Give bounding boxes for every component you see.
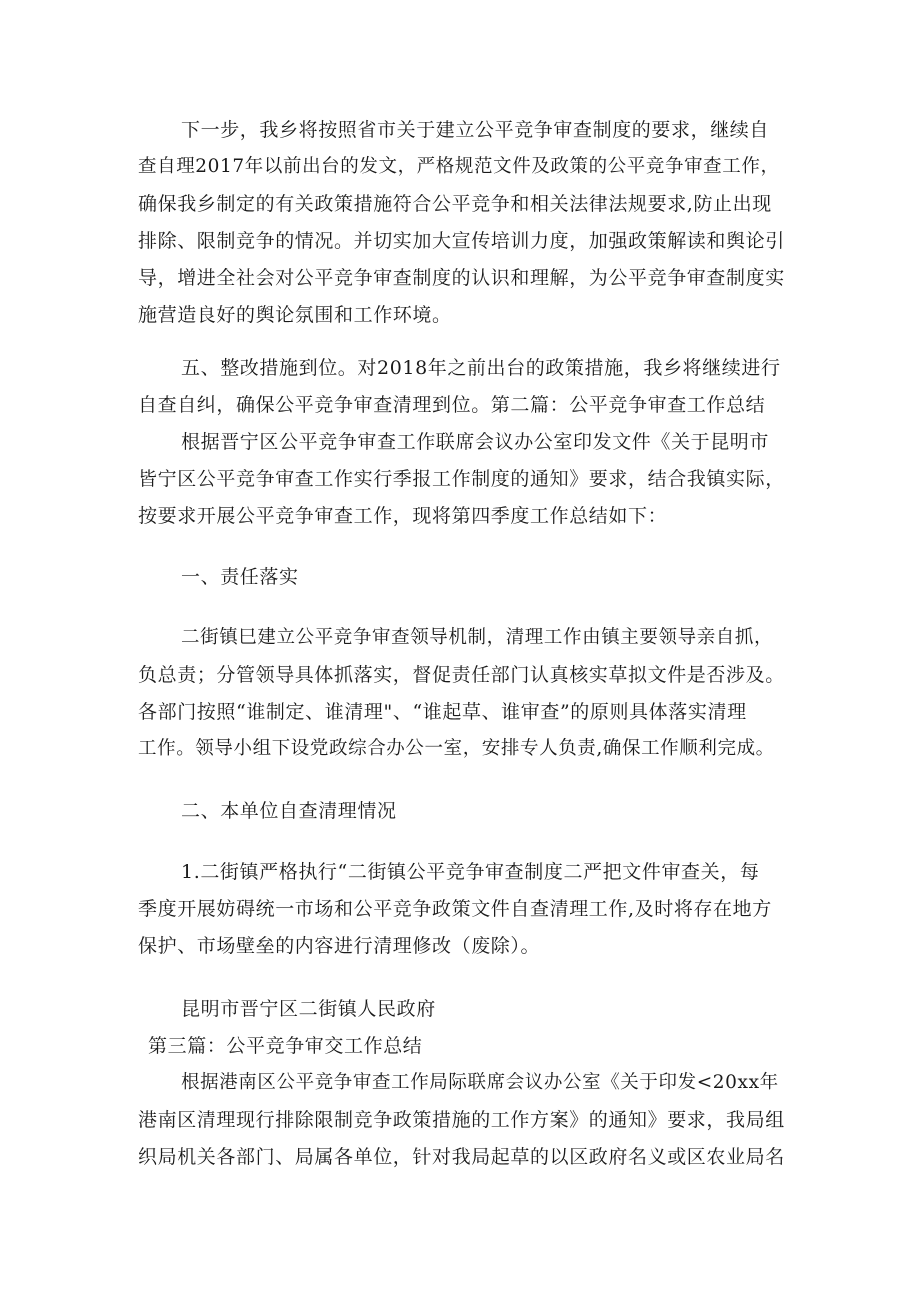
text-line: 五、整改措施到位。对2018年之前出台的政策措施，我乡将继续进行 (181, 357, 781, 379)
text-line: 施营造良好的舆论氛围和工作环境。 (138, 304, 452, 326)
text-line: 导，增进全社会对公平竞争审查制度的认识和理解，为公平竞争审查制度实 (138, 267, 785, 289)
text-line: 负总责；分管领导具体抓落实，督促责任部门认真核实草拟文件是否涉及。 (138, 664, 785, 686)
section-heading: 二、本单位自查清理情况 (181, 800, 397, 822)
signature-line: 昆明市晋宁区二街镇人民政府 (181, 998, 436, 1020)
text-line: 排除、限制竞争的情况。并切实加大宣传培训力度，加强政策解读和舆论引 (138, 230, 785, 252)
text-line: 工作。领导小组下设党政综合办公一室，安排专人负责,确保工作顺利完成。 (138, 738, 775, 759)
chapter-heading: 第三篇：公平竞争审交工作总结 (148, 1035, 423, 1057)
text-line: 二街镇巳建立公平竞争审查领导机制，清理工作由镇主要领导亲自抓， (181, 627, 774, 648)
text-line: 各部门按照“谁制定、谁清理"、“谁起草、谁审查”的原则具体落实清理 (138, 701, 747, 723)
text-line: 保护、市场壁垒的内容进行清理修改（废除）。 (138, 935, 541, 957)
text-line: 确保我乡制定的有关政策措施符合公平竞争和相关法律法规要求,防止出现 (138, 193, 772, 215)
text-line: 港南区清理现行排除限制竞争政策措施的工作方案》的通知》要求，我局组 (138, 1109, 785, 1131)
text-line: 查自理2017年以前出台的发文，严格规范文件及政策的公平竞争审查工作， (138, 156, 780, 177)
text-line: 自查自纠，确保公平竞争审查清理到位。第二篇：公平竞争审查工作总结 (138, 394, 766, 416)
text-line: 织局机关各部门、局属各单位，针对我局起草的以区政府名义或区农业局名 (138, 1146, 785, 1168)
text-line: 皆宁区公平竞争审查工作实行季报工作制度的通知》要求，结合我镇实际， (138, 468, 785, 490)
text-line: 季度开展妨碍统一市场和公平竞争政策文件自查清理工作,及时将存在地方 (138, 898, 772, 920)
text-line: 1.二街镇严格执行“二街镇公平竞争审查制度二严把文件审查关，每 (181, 861, 760, 883)
text-line: 根据晋宁区公平竞争审查工作联席会议办公室印发文件《关于昆明市 (181, 431, 770, 453)
section-heading: 一、责任落实 (181, 566, 299, 588)
text-line: 根据港南区公平竞争审查工作局际联席会议办公室《关于印发<20xx年 (181, 1072, 779, 1093)
text-line: 按要求开展公平竞争审查工作，现将第四季度工作总结如下： (138, 505, 668, 527)
text-line: 下一步，我乡将按照省市关于建立公平竞争审查制度的要求，继续自 (181, 119, 770, 141)
